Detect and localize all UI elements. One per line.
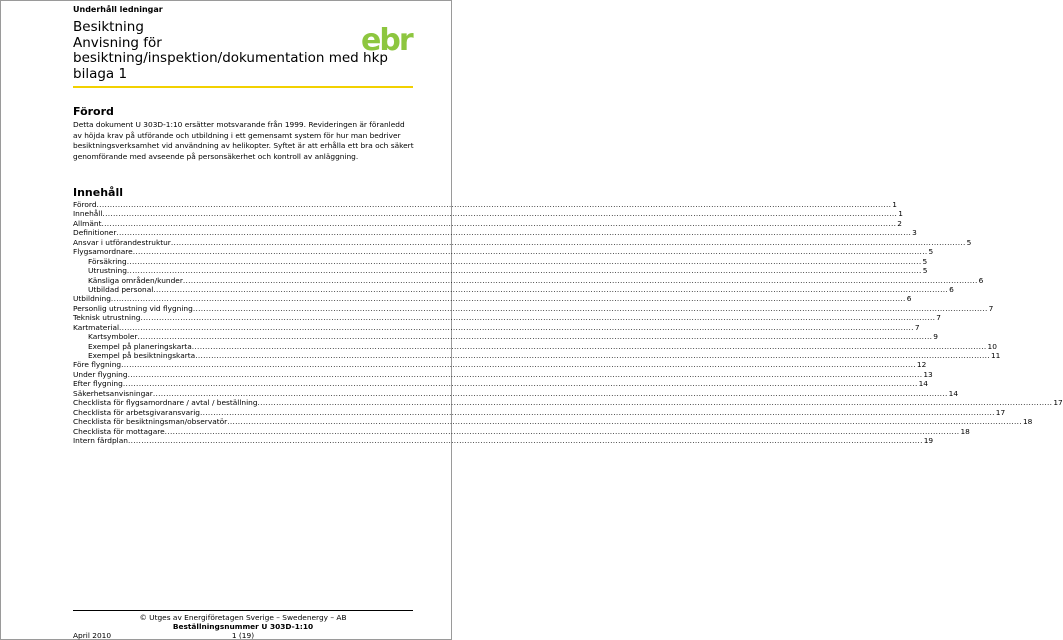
toc-entry-page: 2 (897, 218, 902, 228)
toc-leader-dots: ............................................................................................................................................................................................................................................................................................................ (227, 417, 1022, 427)
toc-entry[interactable] (73, 341, 997, 351)
toc-entry-page: 10 (987, 341, 997, 351)
table-of-contents (73, 200, 1063, 445)
toc-leader-dots: ............................................................................................................................................................................................................................................................................................................ (96, 200, 892, 209)
section-tag: Underhåll ledningar (73, 5, 163, 14)
toc-entry-label: Innehåll (73, 209, 103, 219)
toc-entry[interactable] (73, 369, 933, 379)
toc-entry[interactable] (73, 360, 927, 370)
toc-entry-label: Utbildad personal (88, 284, 154, 294)
toc-entry[interactable] (73, 228, 917, 238)
toc-entry-page: 14 (918, 379, 928, 389)
title-line: bilaga 1 (73, 65, 128, 82)
toc-entry[interactable] (73, 398, 1063, 408)
toc-entry[interactable] (73, 247, 934, 257)
preface-text: Detta dokument U 303D-1:10 ersätter motsvarande från 1999. Revideringen är föranledd av höjda krav på utförande och utbildning i ett gemensamt system för hur man bedriver besiktningsverksamhet vid användning av helikopter. Syftet är att erhålla ett bra och säkert genomförande med avseende på personsäkerhet och kontroll av anläggning. (73, 120, 414, 161)
order-number: Beställningsnummer U 303D-1:10 (172, 622, 314, 631)
ebr-logo (361, 23, 413, 57)
toc-entry-label: Säkerhetsanvisningar (73, 388, 153, 398)
toc-leader-dots: ............................................................................................................................................................................................................................................................................................................ (140, 313, 936, 323)
toc-entry-label: Efter flygning (73, 379, 123, 389)
toc-heading: Innehåll (73, 186, 124, 199)
toc-entry[interactable] (73, 266, 928, 276)
toc-entry-label: Kartmaterial (73, 322, 120, 332)
toc-entry-label: Checklista för mottagare (73, 426, 165, 436)
toc-entry-page: 7 (936, 313, 941, 323)
toc-entry-page: 5 (922, 256, 928, 266)
toc-entry-page: 5 (928, 247, 934, 257)
title-underline (73, 86, 413, 88)
toc-entry[interactable] (73, 435, 934, 445)
toc-entry-label: Förord (73, 200, 97, 209)
toc-leader-dots: ............................................................................................................................................................................................................................................................................................................ (126, 256, 922, 266)
toc-leader-dots: ............................................................................................................................................................................................................................................................................................................ (119, 322, 914, 332)
toc-entry-page: 14 (948, 388, 959, 398)
toc-entry-label: Intern färdplan (73, 435, 128, 445)
toc-entry[interactable] (73, 284, 954, 294)
toc-entry-page: 17 (1053, 398, 1063, 408)
toc-entry-label: Exempel på planeringskarta (88, 341, 192, 351)
toc-entry-page: 17 (995, 407, 1006, 417)
toc-leader-dots: ............................................................................................................................................................................................................................................................................................................ (127, 369, 923, 379)
toc-leader-dots: ............................................................................................................................................................................................................................................................................................................ (126, 266, 922, 276)
preface-heading: Förord (73, 105, 114, 118)
toc-entry-label: Känsliga områden/kunder (88, 275, 183, 285)
title-line: Anvisning för (73, 34, 162, 51)
toc-entry-page: 3 (912, 228, 917, 238)
toc-leader-dots: ............................................................................................................................................................................................................................................................................................................ (127, 435, 923, 445)
toc-entry-page: 7 (988, 303, 994, 313)
toc-entry-label: Utrustning (88, 266, 127, 276)
toc-leader-dots: ............................................................................................................................................................................................................................................................................................................ (170, 237, 966, 247)
title-line: Besiktning (73, 19, 144, 35)
toc-entry[interactable] (73, 388, 959, 398)
toc-leader-dots: ............................................................................................................................................................................................................................................................................................................ (110, 294, 906, 304)
toc-entry-label: Personlig utrustning vid flygning (73, 303, 193, 313)
toc-entry[interactable] (73, 379, 928, 389)
toc-leader-dots: ............................................................................................................................................................................................................................................................................................................ (152, 388, 948, 398)
toc-entry[interactable] (73, 275, 984, 285)
toc-entry[interactable] (73, 407, 1006, 417)
toc-entry-page: 12 (916, 360, 927, 370)
toc-leader-dots: ............................................................................................................................................................................................................................................................................................................ (195, 351, 990, 360)
toc-entry-label: Checklista för flygsamordnare / avtal / beställning (73, 398, 258, 408)
toc-entry[interactable] (73, 237, 972, 247)
toc-entry[interactable] (73, 332, 938, 342)
toc-entry-label: Flygsamordnare (73, 247, 133, 257)
toc-entry-label: Kartsymboler (88, 332, 138, 342)
toc-leader-dots: ............................................................................................................................................................................................................................................................................................................ (257, 398, 1053, 408)
toc-leader-dots: ............................................................................................................................................................................................................................................................................................................ (122, 379, 918, 389)
toc-entry[interactable] (73, 209, 903, 219)
toc-leader-dots: ............................................................................................................................................................................................................................................................................................................ (101, 218, 897, 228)
toc-leader-dots: ............................................................................................................................................................................................................................................................................................................ (116, 228, 912, 238)
toc-entry-label: Utbildning (73, 294, 111, 304)
logo-text: ebr (361, 23, 412, 58)
toc-entry-page: 1 (898, 209, 903, 219)
toc-entry[interactable] (73, 200, 897, 209)
toc-entry-label: Exempel på besiktningskarta (88, 351, 196, 360)
toc-entry-page: 19 (923, 435, 934, 445)
publication-date: April 2010 (73, 631, 112, 640)
toc-entry-label: Ansvar i utförandestruktur (73, 237, 171, 247)
toc-entry-page: 6 (906, 294, 912, 304)
toc-leader-dots: ............................................................................................................................................................................................................................................................................................................ (182, 275, 978, 285)
toc-leader-dots: ............................................................................................................................................................................................................................................................................................................ (153, 284, 949, 294)
toc-entry-label: Under flygning (73, 369, 128, 379)
toc-entry-page: 5 (966, 237, 972, 247)
toc-entry-page: 7 (914, 322, 920, 332)
document-title (73, 20, 403, 82)
toc-entry[interactable] (73, 417, 1033, 427)
toc-entry[interactable] (73, 351, 1001, 360)
toc-entry-label: Checklista för arbetsgivaransvarig (73, 407, 200, 417)
toc-entry[interactable] (73, 294, 912, 304)
title-line: besiktning/inspektion/dokumentation med hkp (73, 50, 388, 66)
toc-leader-dots: ............................................................................................................................................................................................................................................................................................................ (137, 332, 933, 342)
toc-entry-page: 6 (978, 275, 984, 285)
footer-divider (73, 610, 413, 611)
toc-leader-dots: ............................................................................................................................................................................................................................................................................................................ (164, 426, 960, 436)
toc-entry[interactable] (73, 218, 902, 228)
toc-entry-page: 5 (922, 266, 928, 276)
toc-leader-dots: ............................................................................................................................................................................................................................................................................................................ (192, 303, 988, 313)
toc-leader-dots: ............................................................................................................................................................................................................................................................................................................ (191, 341, 987, 351)
toc-entry-label: Checklista för besiktningsman/observatör (73, 417, 228, 427)
toc-entry-page: 1 (892, 200, 897, 209)
toc-entry[interactable] (73, 303, 994, 313)
toc-leader-dots: ............................................................................................................................................................................................................................................................................................................ (121, 360, 916, 370)
toc-entry-page: 13 (923, 369, 933, 379)
toc-entry-label: Teknisk utrustning (73, 313, 141, 323)
toc-leader-dots: ............................................................................................................................................................................................................................................................................................................ (102, 209, 898, 219)
toc-entry-page: 6 (949, 284, 954, 294)
toc-entry-label: Före flygning (73, 360, 122, 370)
toc-entry-label: Försäkring (88, 256, 127, 266)
toc-entry-page: 18 (960, 426, 970, 436)
toc-entry-page: 18 (1022, 417, 1033, 427)
page-number: 1 (19) (231, 631, 255, 640)
toc-entry[interactable] (73, 256, 928, 266)
toc-entry[interactable] (73, 426, 970, 436)
toc-leader-dots: ............................................................................................................................................................................................................................................................................................................ (199, 407, 995, 417)
toc-entry-label: Allmänt (73, 218, 102, 228)
toc-entry[interactable] (73, 322, 920, 332)
toc-entry[interactable] (73, 313, 941, 323)
toc-entry-page: 11 (990, 351, 1001, 360)
toc-entry-page: 9 (933, 332, 938, 342)
toc-leader-dots: ............................................................................................................................................................................................................................................................................................................ (132, 247, 928, 257)
footer-copyright: © Utges av Energiföretagen Sverige – Swedenergy – AB (139, 613, 347, 622)
toc-entry-label: Definitioner (73, 228, 117, 238)
